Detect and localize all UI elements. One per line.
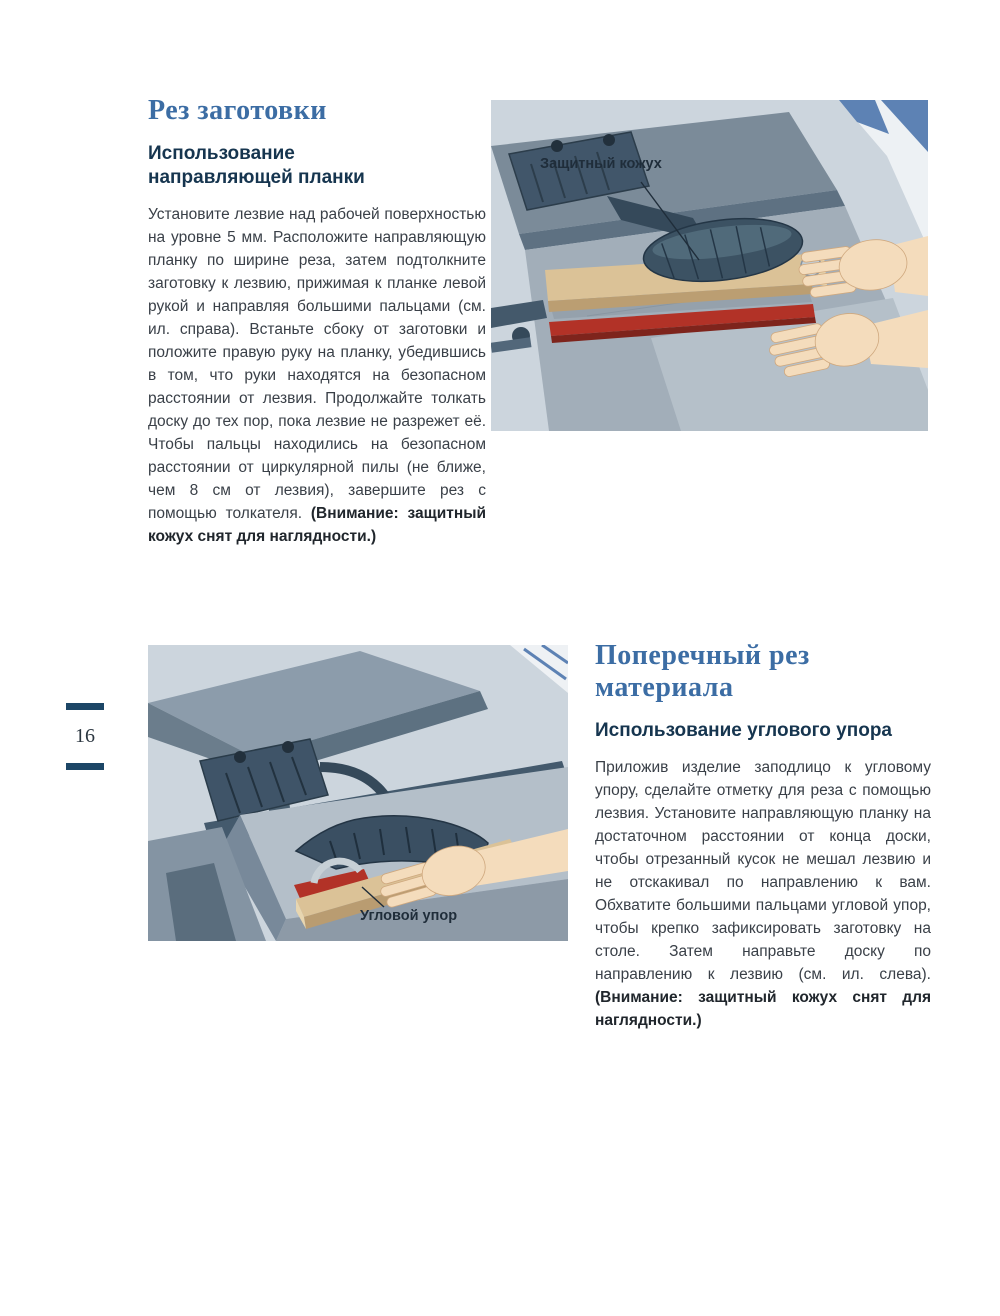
- section1-subtitle: Использование направляющей планки: [148, 143, 365, 188]
- section1-title: Рез заготовки: [148, 95, 327, 126]
- figure2-label-miter-gauge: Угловой упор: [360, 908, 458, 924]
- page-number-rule-bottom: [66, 763, 104, 770]
- page-number: 16: [75, 725, 95, 747]
- section2-warning-text: (Внимание: защитный кожух снят для наглядности.): [595, 989, 931, 1029]
- section2-body-text: Приложив изделие заподлицо к угловому упору, сделайте отметку для реза с помощью лезвия. Установите направляющую планку на достаточном расстоянии от конца доски, чтобы отрезанный кусок не мешал лезвию и не отскакивал по направлению к вам. Обхватите большими пальцами угловой упор, чтобы крепко зафиксировать заготовку на столе. Затем направьте доску по направлению к лезвию (см. ил. слева).: [595, 759, 931, 983]
- figure-crosscut: [148, 645, 568, 941]
- page-number-block: [66, 703, 104, 770]
- section1-body-text: Установите лезвие над рабочей поверхностью на уровне 5 мм. Расположите направляющую планку по ширине реза, затем подтолкните заготовку к лезвию, прижимая к планке левой рукой и направляя большими пальцами (см. ил. справа). Встаньте сбоку от заготовки и положите правую руку на планку, убедившись в том, что руки находятся на безопасном расстоянии от лезвия. Продолжайте толкать доску до тех пор, пока лезвие не разрежет её. Чтобы пальцы находились на безопасном расстоянии от циркулярной пилы (не ближе, чем 8 см от лезвия), завершите рез с помощью толкателя.: [148, 206, 486, 522]
- page-number-rule-top: [66, 703, 104, 710]
- figure-rip-cut: [491, 100, 928, 431]
- section2-subtitle: Использование углового упора: [595, 720, 892, 741]
- section1-warning-text: (Внимание: защитный кожух снят для наглядности.): [148, 505, 486, 545]
- section2-title: Поперечный рез материала: [595, 640, 810, 703]
- crosscut-illustration: [148, 645, 568, 941]
- section-crosscut: [595, 640, 931, 1032]
- section2-body: [595, 756, 931, 1032]
- section-rip-cut: [148, 95, 486, 548]
- rip-cut-illustration: [491, 100, 928, 431]
- figure1-label-blade-guard: Защитный кожух: [540, 156, 662, 172]
- section1-body: [148, 203, 486, 548]
